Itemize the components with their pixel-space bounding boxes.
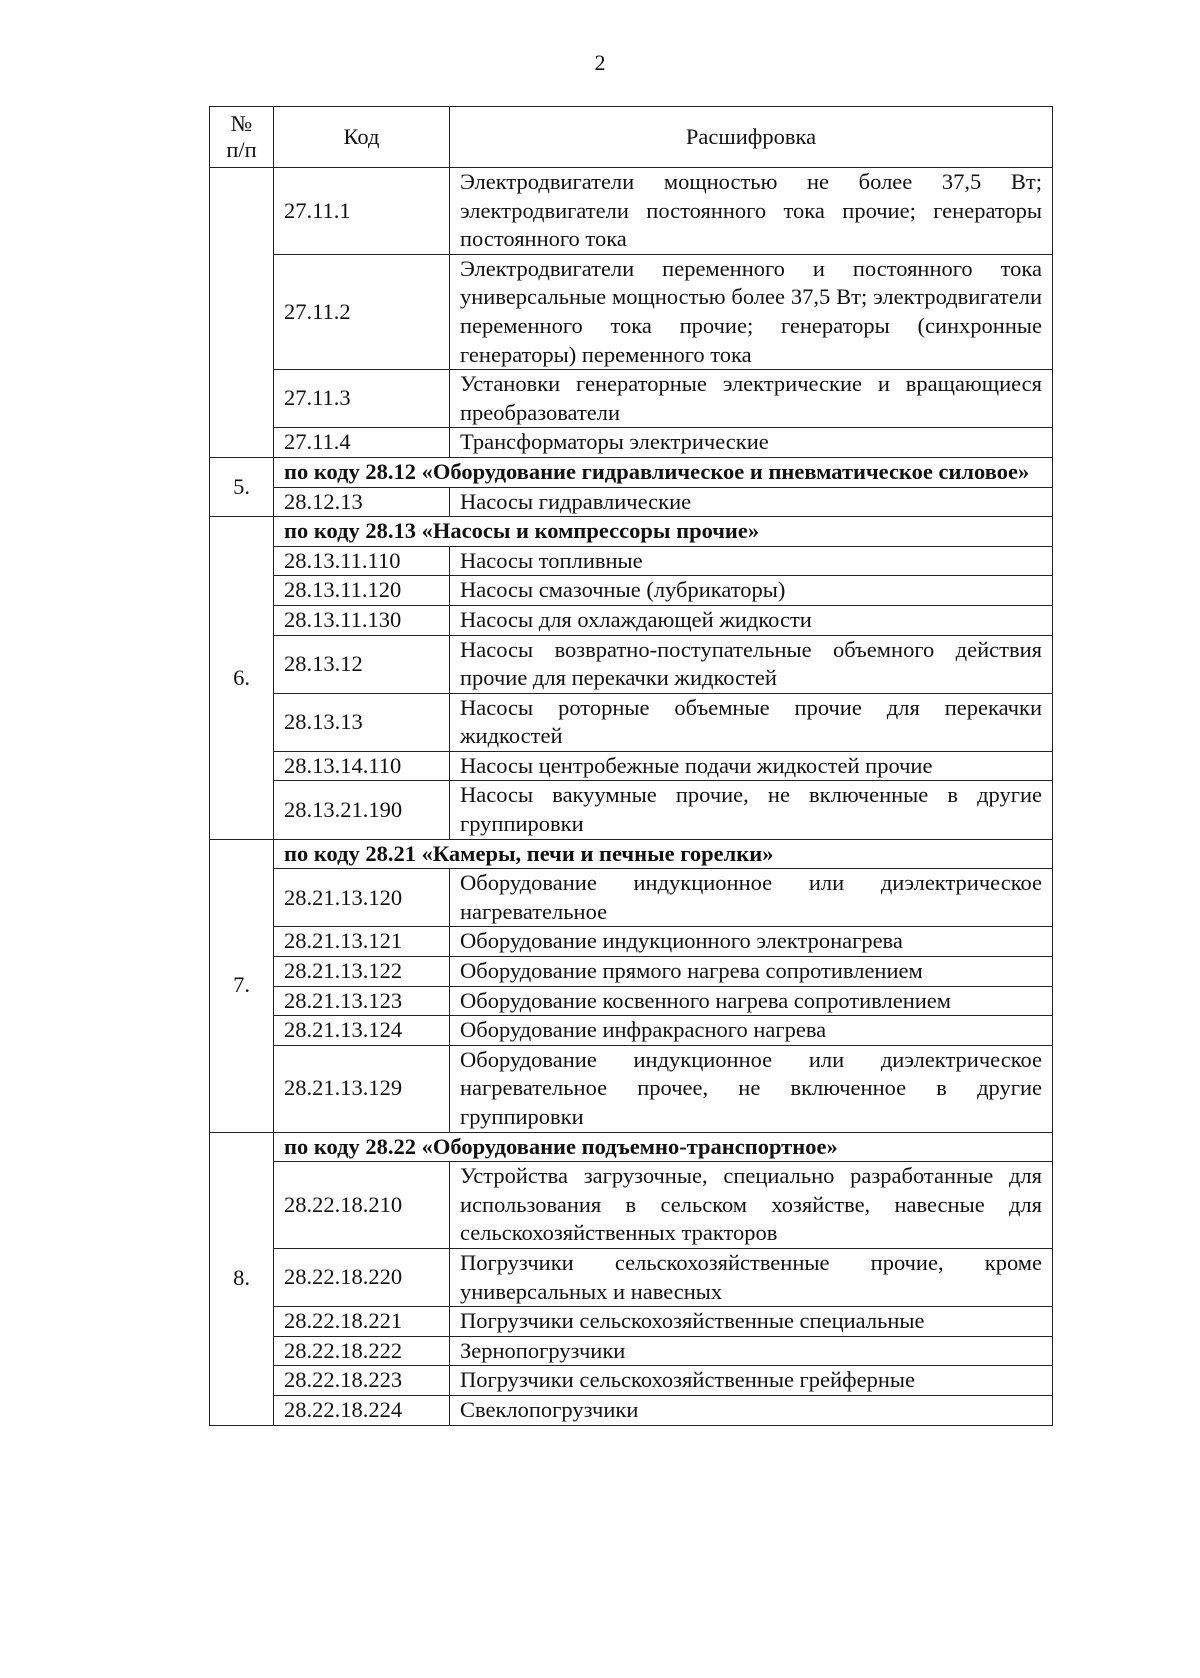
description-cell: Электродвигатели переменного и постоянного тока универсальные мощностью более 37,5 Вт; электродвигатели переменного тока прочие; генераторы (синхронные генераторы) переменного тока <box>450 254 1053 369</box>
table-row <box>210 1307 1053 1337</box>
table-row <box>210 1336 1053 1366</box>
description-cell: Зернопогрузчики <box>450 1336 1053 1366</box>
code-cell: 28.13.12 <box>274 635 450 693</box>
table-row <box>210 254 1053 369</box>
code-cell: 28.21.13.122 <box>274 957 450 987</box>
table-row <box>210 370 1053 428</box>
table-row <box>210 487 1053 517</box>
section-header-row <box>210 517 1053 547</box>
description-cell: Насосы для охлаждающей жидкости <box>450 605 1053 635</box>
table-row <box>210 1045 1053 1132</box>
code-cell: 28.12.13 <box>274 487 450 517</box>
section-number: 8. <box>210 1132 274 1425</box>
code-cell: 28.21.13.123 <box>274 986 450 1016</box>
table-body <box>210 168 1053 1426</box>
header-num: № п/п <box>210 107 274 168</box>
description-cell: Насосы возвратно-поступательные объемного действия прочие для перекачки жидкостей <box>450 635 1053 693</box>
table-row <box>210 1016 1053 1046</box>
description-cell: Погрузчики сельскохозяйственные грейферные <box>450 1366 1053 1396</box>
section-title: по коду 28.22 «Оборудование подъемно-транспортное» <box>274 1132 1053 1162</box>
section-title: по коду 28.13 «Насосы и компрессоры прочие» <box>274 517 1053 547</box>
table-row <box>210 927 1053 957</box>
description-cell: Оборудование прямого нагрева сопротивлением <box>450 957 1053 987</box>
table-row <box>210 869 1053 927</box>
code-cell: 28.13.11.110 <box>274 546 450 576</box>
section-number-cell <box>210 168 274 458</box>
description-cell: Электродвигатели мощностью не более 37,5 Вт; электродвигатели постоянного тока прочие; генераторы постоянного тока <box>450 168 1053 255</box>
table-row <box>210 576 1053 606</box>
table-row <box>210 1366 1053 1396</box>
code-cell: 28.13.11.130 <box>274 605 450 635</box>
code-cell: 28.22.18.224 <box>274 1395 450 1425</box>
codes-table <box>209 106 1053 1426</box>
code-cell: 27.11.2 <box>274 254 450 369</box>
description-cell: Насосы центробежные подачи жидкостей прочие <box>450 751 1053 781</box>
description-cell: Оборудование инфракрасного нагрева <box>450 1016 1053 1046</box>
table-row <box>210 781 1053 839</box>
description-cell: Оборудование индукционное или диэлектрическое нагревательное <box>450 869 1053 927</box>
description-cell: Насосы смазочные (лубрикаторы) <box>450 576 1053 606</box>
section-number: 6. <box>210 517 274 840</box>
description-cell: Устройства загрузочные, специально разработанные для использования в сельском хозяйстве, навесные для сельскохозяйственных тракторов <box>450 1162 1053 1249</box>
table-header-row <box>210 107 1053 168</box>
table-row <box>210 1395 1053 1425</box>
table-row <box>210 751 1053 781</box>
description-cell: Насосы топливные <box>450 546 1053 576</box>
section-number: 7. <box>210 839 274 1132</box>
code-cell: 28.22.18.221 <box>274 1307 450 1337</box>
description-cell: Оборудование косвенного нагрева сопротивлением <box>450 986 1053 1016</box>
section-header-row <box>210 839 1053 869</box>
description-cell: Насосы вакуумные прочие, не включенные в другие группировки <box>450 781 1053 839</box>
code-cell: 28.13.13 <box>274 693 450 751</box>
table-row <box>210 168 1053 255</box>
table-row <box>210 1162 1053 1249</box>
code-cell: 27.11.3 <box>274 370 450 428</box>
table-row <box>210 693 1053 751</box>
code-cell: 28.13.11.120 <box>274 576 450 606</box>
description-cell: Свеклопогрузчики <box>450 1395 1053 1425</box>
description-cell: Погрузчики сельскохозяйственные специальные <box>450 1307 1053 1337</box>
table-row <box>210 428 1053 458</box>
code-cell: 28.13.14.110 <box>274 751 450 781</box>
code-cell: 27.11.1 <box>274 168 450 255</box>
header-desc: Расшифровка <box>450 107 1053 168</box>
section-number: 5. <box>210 457 274 516</box>
description-cell: Установки генераторные электрические и вращающиеся преобразователи <box>450 370 1053 428</box>
table-row <box>210 546 1053 576</box>
code-cell: 28.22.18.223 <box>274 1366 450 1396</box>
section-header-row <box>210 457 1053 487</box>
code-cell: 28.22.18.220 <box>274 1248 450 1306</box>
code-cell: 28.21.13.120 <box>274 869 450 927</box>
table-row <box>210 957 1053 987</box>
table-row <box>210 635 1053 693</box>
description-cell: Трансформаторы электрические <box>450 428 1053 458</box>
code-cell: 28.22.18.222 <box>274 1336 450 1366</box>
table-row <box>210 1248 1053 1306</box>
table-row <box>210 986 1053 1016</box>
description-cell: Оборудование индукционного электронагрева <box>450 927 1053 957</box>
section-title: по коду 28.12 «Оборудование гидравлическое и пневматическое силовое» <box>274 457 1053 487</box>
code-cell: 28.22.18.210 <box>274 1162 450 1249</box>
code-cell: 28.21.13.124 <box>274 1016 450 1046</box>
code-cell: 28.21.13.129 <box>274 1045 450 1132</box>
table-row <box>210 605 1053 635</box>
code-cell: 28.13.21.190 <box>274 781 450 839</box>
description-cell: Погрузчики сельскохозяйственные прочие, кроме универсальных и навесных <box>450 1248 1053 1306</box>
section-header-row <box>210 1132 1053 1162</box>
code-cell: 27.11.4 <box>274 428 450 458</box>
header-code: Код <box>274 107 450 168</box>
description-cell: Насосы роторные объемные прочие для перекачки жидкостей <box>450 693 1053 751</box>
page-number: 2 <box>594 50 606 75</box>
description-cell: Насосы гидравлические <box>450 487 1053 517</box>
description-cell: Оборудование индукционное или диэлектрическое нагревательное прочее, не включенное в другие группировки <box>450 1045 1053 1132</box>
code-cell: 28.21.13.121 <box>274 927 450 957</box>
section-title: по коду 28.21 «Камеры, печи и печные горелки» <box>274 839 1053 869</box>
